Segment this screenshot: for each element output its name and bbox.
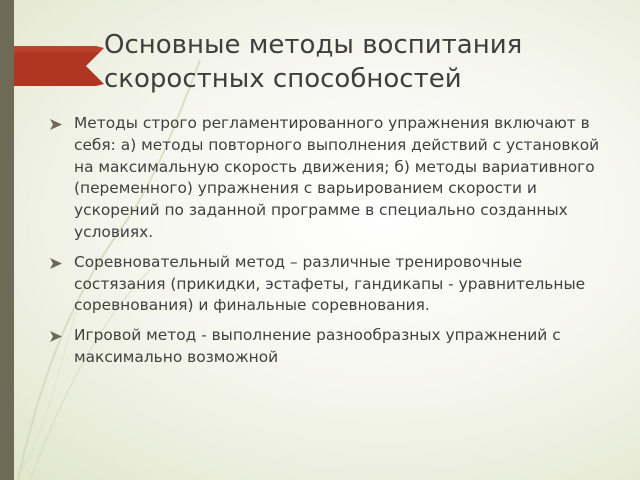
bullet-item: [50, 252, 600, 317]
bullet-text: Игровой метод - выполнение разнообразных упражнений с максимально возможной: [74, 326, 561, 366]
arrow-bullet-icon: [50, 119, 62, 130]
bullet-list: [50, 113, 600, 377]
bullet-text: Соревновательный метод – различные тренировочные состязания (прикидки, эстафеты, гандикапы - уравнительные соревнования) и финальные соревнования.: [74, 252, 586, 315]
left-stripe: [0, 0, 14, 480]
bullet-item: [50, 113, 600, 244]
bullet-text: Методы строго регламентированного упражнения включают в себя: а) методы повторного выполнения действий с установкой на максимальную скорость движения; б) методы вариативного (переменного) упражнения с варьированием скорости и ускорений по заданной программе в специально созданных условиях.: [74, 114, 600, 241]
slide-title: Основные методы воспитания скоростных способностей: [104, 30, 523, 94]
arrow-bullet-icon: [50, 258, 62, 269]
bullet-item: [50, 325, 600, 369]
arrow-bullet-icon: [50, 331, 62, 342]
